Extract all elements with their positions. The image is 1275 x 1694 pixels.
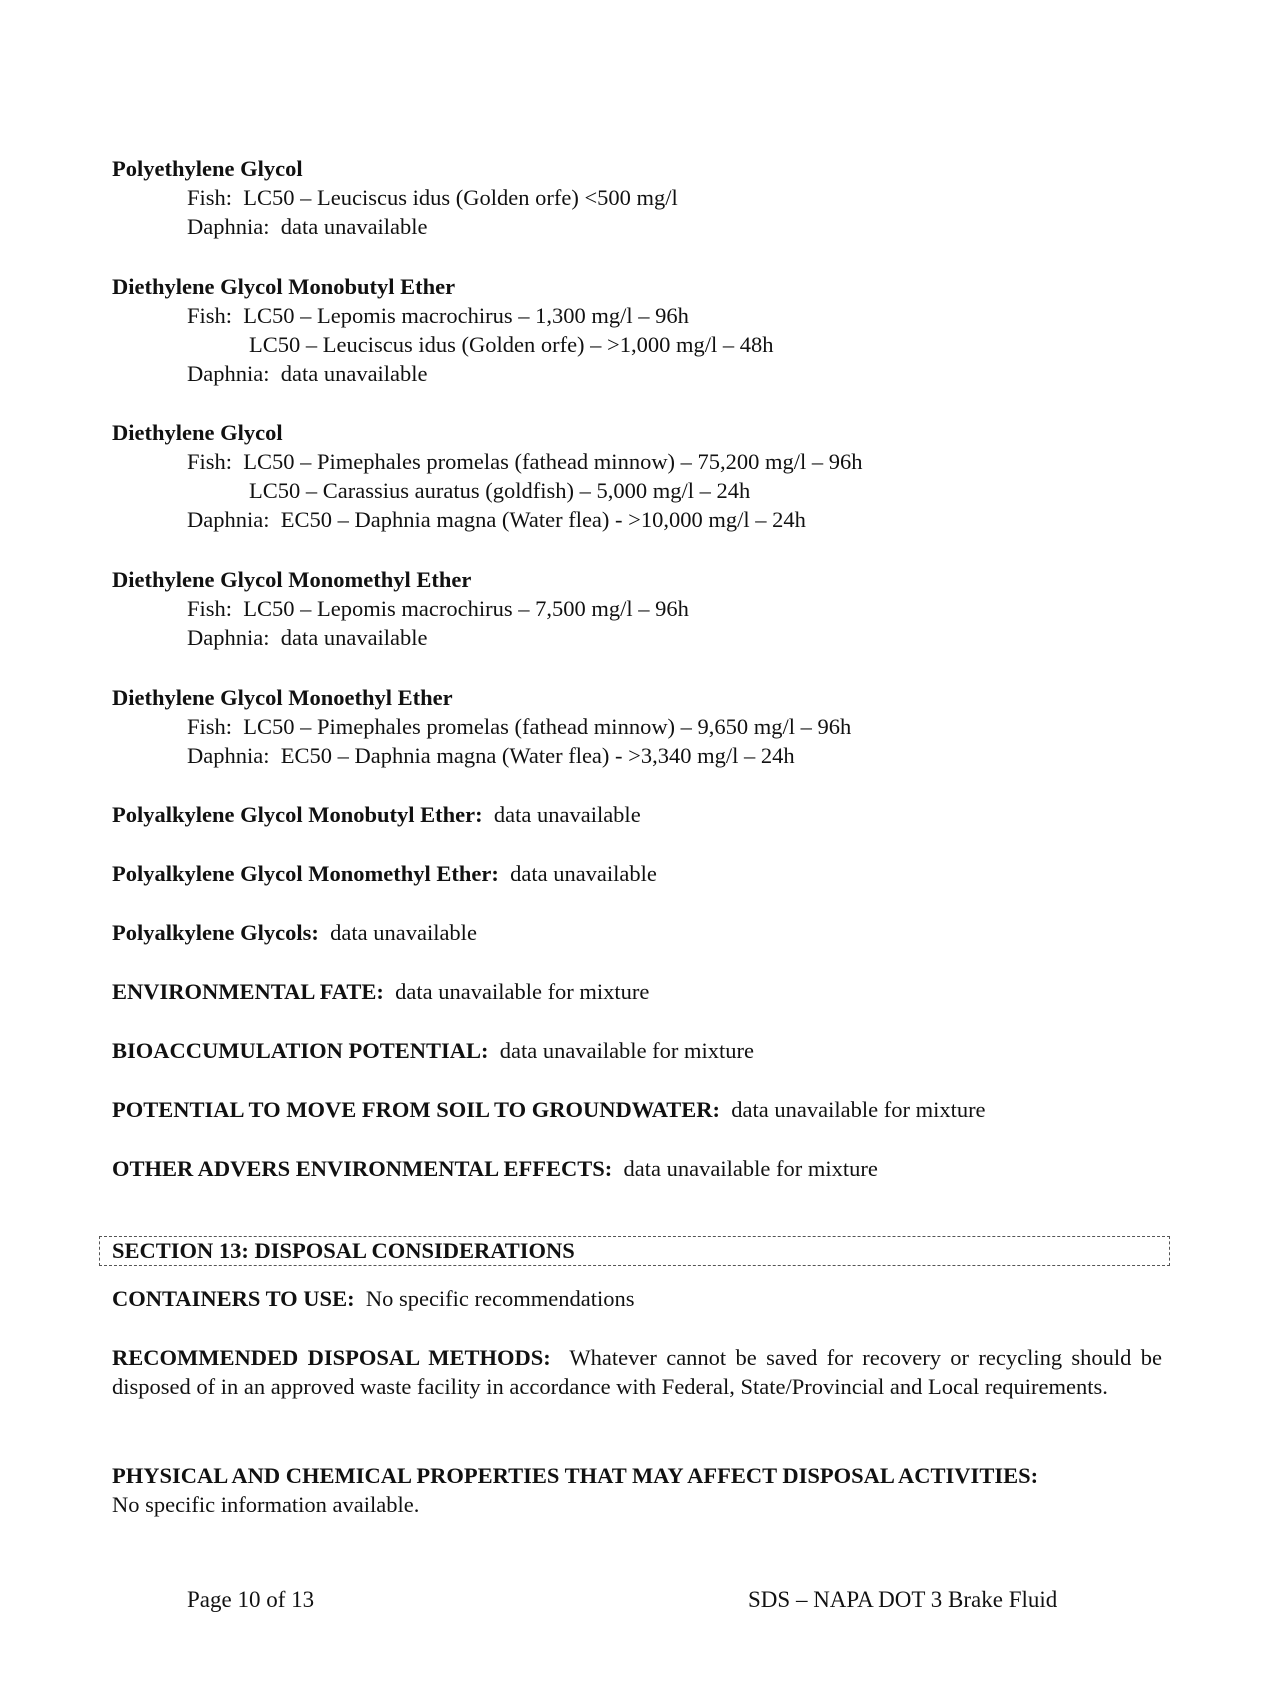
fish-line: Fish: LC50 – Leuciscus idus (Golden orfe) <500 mg/l xyxy=(187,185,678,210)
bioaccumulation-potential: BIOACCUMULATION POTENTIAL: data unavailable for mixture xyxy=(112,1038,755,1063)
section-13-header: SECTION 13: DISPOSAL CONSIDERATIONS xyxy=(99,1236,1170,1266)
chemical-name: Polyethylene Glycol xyxy=(112,156,303,181)
chemical-polyethylene-glycol xyxy=(112,154,1162,241)
chemical-diethylene-glycol-monomethyl-ether xyxy=(112,565,1162,652)
chemical-name: Diethylene Glycol Monomethyl Ether xyxy=(112,567,472,592)
chemical-name: Diethylene Glycol xyxy=(112,420,283,445)
chemical-diethylene-glycol-monoethyl-ether xyxy=(112,683,1162,770)
polyalkylene-glycols: Polyalkylene Glycols: data unavailable xyxy=(112,920,477,945)
chemical-name: Diethylene Glycol Monoethyl Ether xyxy=(112,685,453,710)
daphnia-line: Daphnia: EC50 – Daphnia magna (Water flea) - >10,000 mg/l – 24h xyxy=(187,507,806,532)
fish-line: Fish: LC50 – Pimephales promelas (fathead minnow) – 9,650 mg/l – 96h xyxy=(187,714,852,739)
recommended-disposal-methods: RECOMMENDED DISPOSAL METHODS: Whatever cannot be saved for recovery or recycling should be disposed of in an approved waste facility in accordance with Federal, State/Provincial and Local requirements. xyxy=(112,1345,1162,1399)
daphnia-line: Daphnia: data unavailable xyxy=(187,214,428,239)
chemical-name: Diethylene Glycol Monobutyl Ether xyxy=(112,274,456,299)
containers-to-use: CONTAINERS TO USE: No specific recommendations xyxy=(112,1286,635,1311)
other-adverse-environmental-effects: OTHER ADVERS ENVIRONMENTAL EFFECTS: data unavailable for mixture xyxy=(112,1156,878,1181)
footer-page-number: Page 10 of 13 xyxy=(187,1587,315,1612)
polyalkylene-glycol-monobutyl-ether: Polyalkylene Glycol Monobutyl Ether: data unavailable xyxy=(112,802,641,827)
physical-chemical-properties: PHYSICAL AND CHEMICAL PROPERTIES THAT MAY AFFECT DISPOSAL ACTIVITIES: No specific information available. xyxy=(112,1463,1039,1517)
daphnia-line: Daphnia: data unavailable xyxy=(187,625,428,650)
chemical-diethylene-glycol xyxy=(112,418,1162,534)
fish-line: Fish: LC50 – Lepomis macrochirus – 1,300 mg/l – 96h xyxy=(187,303,689,328)
environmental-fate: ENVIRONMENTAL FATE: data unavailable for mixture xyxy=(112,979,650,1004)
fish-line-continued: LC50 – Leuciscus idus (Golden orfe) – >1,000 mg/l – 48h xyxy=(249,332,774,357)
potential-to-move-soil-groundwater: POTENTIAL TO MOVE FROM SOIL TO GROUNDWATER: data unavailable for mixture xyxy=(112,1097,986,1122)
fish-line-continued: LC50 – Carassius auratus (goldfish) – 5,000 mg/l – 24h xyxy=(249,478,751,503)
daphnia-line: Daphnia: data unavailable xyxy=(187,361,428,386)
fish-line: Fish: LC50 – Pimephales promelas (fathead minnow) – 75,200 mg/l – 96h xyxy=(187,449,863,474)
polyalkylene-glycol-monomethyl-ether: Polyalkylene Glycol Monomethyl Ether: data unavailable xyxy=(112,861,657,886)
fish-line: Fish: LC50 – Lepomis macrochirus – 7,500 mg/l – 96h xyxy=(187,596,689,621)
footer-document-title: SDS – NAPA DOT 3 Brake Fluid xyxy=(748,1587,1058,1612)
daphnia-line: Daphnia: EC50 – Daphnia magna (Water flea) - >3,340 mg/l – 24h xyxy=(187,743,795,768)
chemical-diethylene-glycol-monobutyl-ether xyxy=(112,272,1162,388)
